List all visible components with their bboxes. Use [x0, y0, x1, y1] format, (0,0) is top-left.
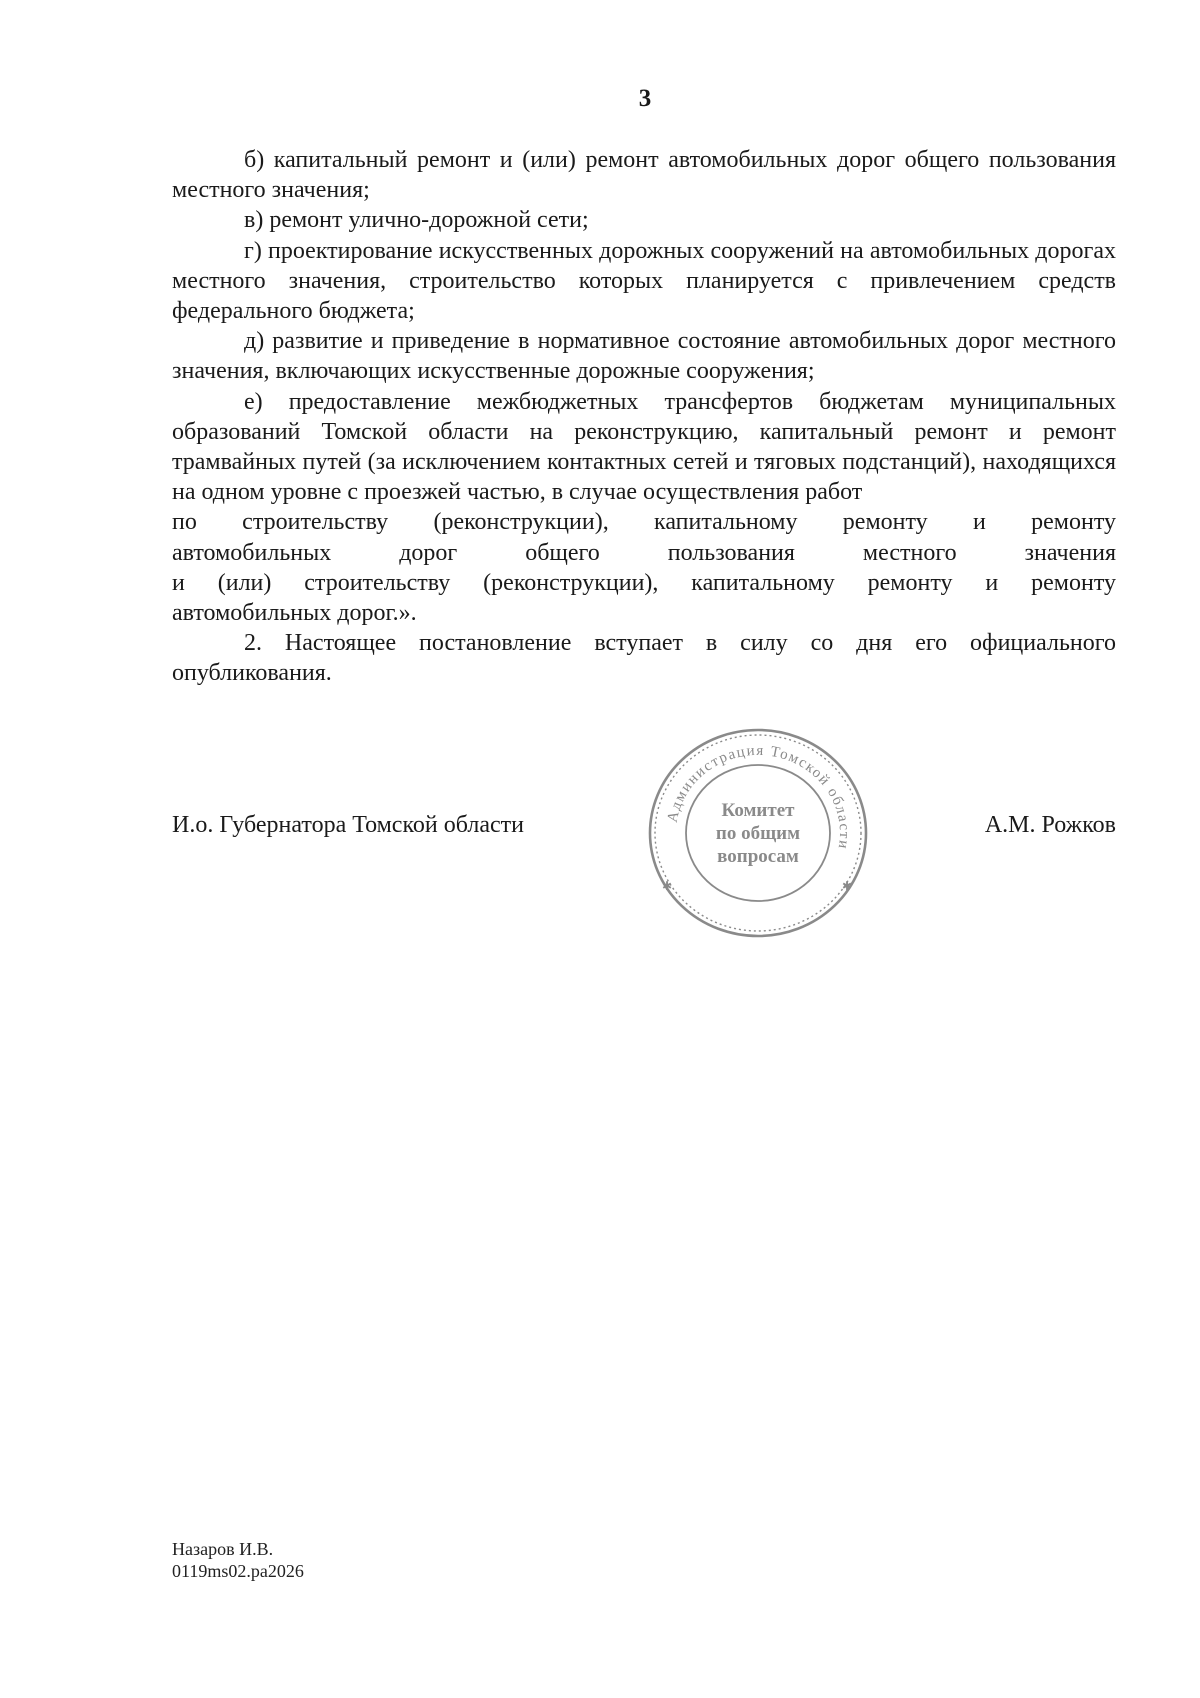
- paragraph-b: [172, 145, 1116, 205]
- paragraph-line: по строительству (реконструкции), капитальному ремонту и ремонту: [172, 509, 1116, 536]
- official-stamp: [640, 720, 876, 946]
- stamp-ring-text: Администрация Томской области: [664, 742, 853, 852]
- paragraph-line: трамвайных путей (за исключением контактных сетей и тяговых подстанций),: [172, 449, 977, 476]
- paragraph-v: [172, 205, 1116, 235]
- paragraph-line: местного значения, включающих искусственные дорожные сооружения;: [172, 328, 1116, 385]
- paragraph-line: в) ремонт улично-дорожной сети;: [244, 207, 589, 234]
- paragraph-line: б) капитальный ремонт и (или) ремонт автомобильных дорог общего: [244, 147, 980, 173]
- stamp-center-line: по общим: [715, 823, 801, 844]
- page-number: 3: [638, 85, 652, 112]
- paragraph-line: автомобильных дорог.».: [172, 600, 417, 627]
- signatory-name: А.М. Рожков: [984, 812, 1116, 838]
- paragraph-line: опубликования.: [172, 660, 332, 687]
- footer-author: Назаров И.В.: [172, 1539, 274, 1559]
- signatory-position: И.о. Губернатора Томской области: [172, 812, 524, 838]
- stamp-center-line: Комитет: [721, 800, 795, 821]
- paragraph-line: е) предоставление межбюджетных трансфертов бюджетам муниципальных: [244, 388, 1116, 415]
- paragraph-2: [172, 628, 1116, 688]
- paragraph-g: [172, 236, 1116, 327]
- stamp-star-right: ✱: [842, 879, 853, 893]
- footer-note: [172, 1538, 304, 1582]
- body-text: [172, 145, 1116, 689]
- paragraph-line: г) проектирование искусственных дорожных сооружений на автомобильных: [244, 237, 1030, 264]
- paragraph-line: находящихся на одном уровне с проезжей частью, в случае осуществления работ: [172, 449, 1117, 506]
- paragraph-line: дорогах местного значения, строительство которых планируется с привлечением: [172, 237, 1117, 294]
- paragraph-line: средств федерального бюджета;: [172, 267, 1117, 325]
- paragraph-e: [172, 387, 1116, 629]
- paragraph-line: автомобильных дорог общего пользования местного значения: [172, 539, 1116, 566]
- stamp-star-left: ✱: [662, 879, 673, 893]
- paragraph-d: [172, 326, 1116, 386]
- paragraph-line: 2. Настоящее постановление вступает в силу со дня его официального: [244, 630, 1116, 657]
- stamp-center-line: вопросам: [717, 846, 799, 867]
- paragraph-line: и (или) строительству (реконструкции), капитальному ремонту и ремонту: [172, 569, 1116, 596]
- paragraph-line: д) развитие и приведение в нормативное состояние автомобильных дорог: [244, 328, 1015, 355]
- footer-code: 0119ms02.pa2026: [172, 1561, 304, 1581]
- paragraph-line: пользования местного значения;: [172, 147, 1116, 204]
- paragraph-line: образований Томской области на реконструкцию, капитальный ремонт и ремонт: [172, 418, 1116, 445]
